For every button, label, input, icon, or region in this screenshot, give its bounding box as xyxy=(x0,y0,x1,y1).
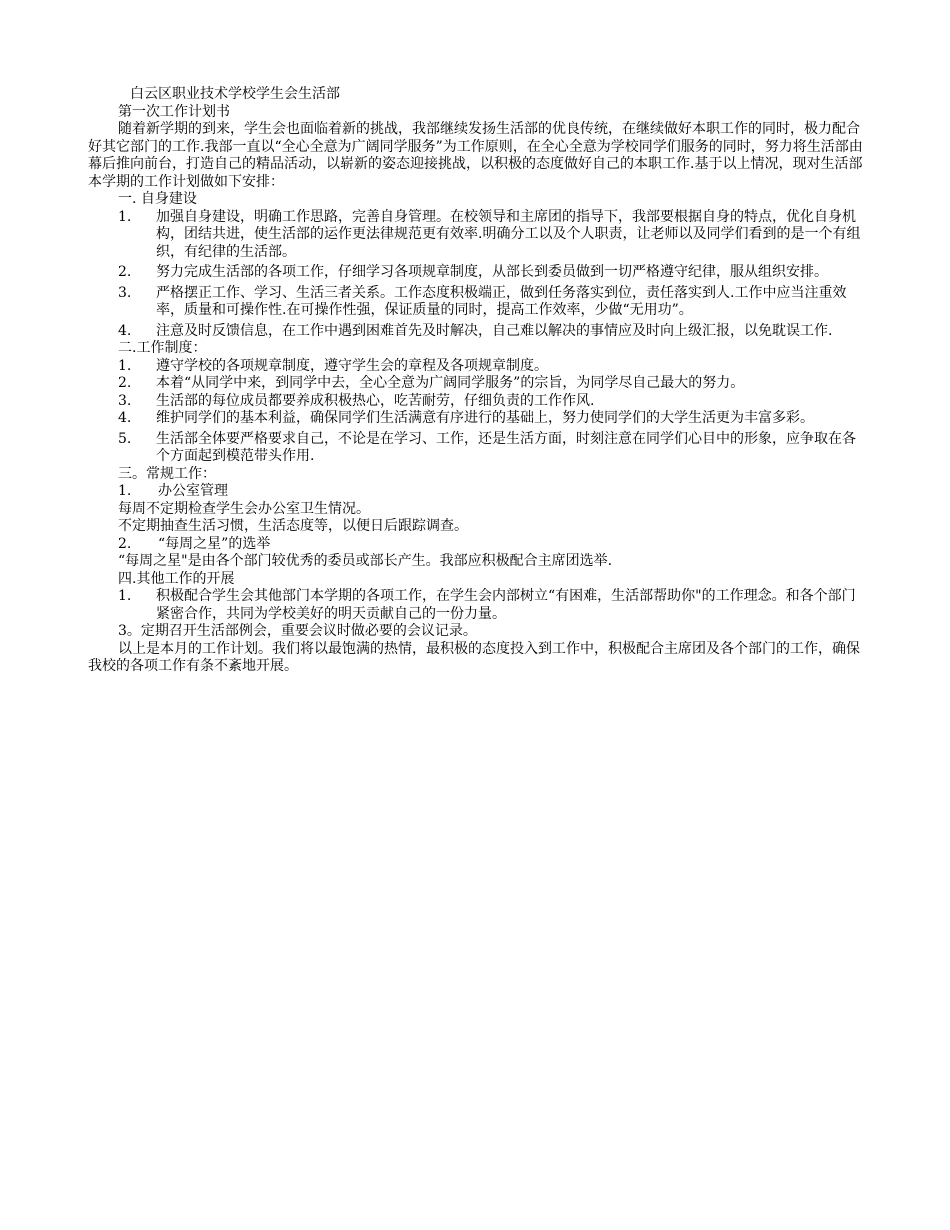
section2-item xyxy=(88,375,868,393)
item-text: 遵守学校的各项规章制度，遵守学生会的章程及各项规章制度。 xyxy=(156,357,548,374)
section2-item xyxy=(88,393,868,411)
section4-item xyxy=(88,588,868,623)
item-number: 4. xyxy=(118,322,132,339)
section3-line: 每周不定期检查学生会办公室卫生情况。 xyxy=(118,500,370,517)
item-text: 生活部全体要严格要求自己，不论是在学习、工作，还是生活方面，时刻注意在同学们心目中的形象，应争取在各个方面起到模范带头作用. xyxy=(156,430,856,464)
section2-item xyxy=(88,410,868,428)
item-text: 严格摆正工作、学习、生活三者关系。工作态度积极端正，做到任务落实到位，责任落实到人.工作中应当注重效率，质量和可操作性.在可操作性强，保证质量的同时，提高工作效率，少做“无用功”。 xyxy=(156,284,847,318)
item-number: 2. xyxy=(118,264,132,280)
item-number: 1. xyxy=(118,357,132,374)
section1-item xyxy=(88,264,868,282)
intro-paragraph: 随着新学期的到来，学生会也面临着新的挑战，我部继续发扬生活部的优良传统，在继续做好本职工作的同时，极力配合好其它部门的工作.我部一直以“全心全意为广阔同学服务”为工作原则，在全心全意为学校同学们服务的同时，努力将生活部由幕后推向前台，打造自己的精品活动，以崭新的姿态迎接挑战，以积极的态度做好自己的本职工作.基于以上情况，现对生活部本学期的工作计划做如下安排： xyxy=(88,121,863,190)
item-number: 4. xyxy=(118,410,132,426)
closing-paragraph: 以上是本月的工作计划。我们将以最饱满的热情，最积极的态度投入到工作中，积极配合主席团及各个部门的工作，确保我校的各项工作有条不紊地开展。 xyxy=(88,640,860,674)
section4-heading: 四.其他工作的开展 xyxy=(118,570,235,587)
section1-item xyxy=(88,285,868,320)
item-text: 努力完成生活部的各项工作，仔细学习各项规章制度，从部长到委员做到一切严格遵守纪律，服从组织安排。 xyxy=(156,264,828,280)
section3-line: 不定期抽查生活习惯，生活态度等，以便日后跟踪调查。 xyxy=(118,518,468,534)
document-body xyxy=(88,86,868,676)
document-title: 白云区职业技术学校学生会生活部 xyxy=(130,86,340,102)
section3-subheading xyxy=(88,536,868,554)
item-text: 本着“从同学中来，到同学中去，全心全意为广阔同学服务”的宗旨，为同学尽自己最大的努力。 xyxy=(156,375,745,391)
item-number: 1. xyxy=(118,588,132,604)
item-number: 1. xyxy=(118,483,132,499)
item-number: 1. xyxy=(118,208,132,225)
subheading-text: “每周之星”的选举 xyxy=(158,535,271,552)
item-text: 注意及时反馈信息，在工作中遇到困难首先及时解决，自己难以解决的事情应及时向上级汇报，以免耽误工作. xyxy=(156,322,833,339)
section2-item xyxy=(88,431,868,466)
section1-item xyxy=(88,209,868,262)
section1-heading: 一. 自身建设 xyxy=(118,191,197,207)
document-subtitle: 第一次工作计划书 xyxy=(118,103,230,120)
section3-line: “每周之星"是由各个部门较优秀的委员或部长产生。我部应积极配合主席团选举. xyxy=(118,553,613,569)
section2-heading: 二.工作制度： xyxy=(118,340,207,356)
item-text: 加强自身建设，明确工作思路，完善自身管理。在校领导和主席团的指导下，我部要根据自身的特点，优化自身机构，团结共进，使生活部的运作更法律规范更有效率.明确分工以及个人职责，让老师以及同学们看到的是一个有组织，有纪律的生活部。 xyxy=(156,208,861,260)
item-number: 3. xyxy=(118,284,132,301)
item-number: 2. xyxy=(118,375,132,391)
section3-subheading xyxy=(88,483,868,501)
item-number: 5. xyxy=(118,430,132,447)
section4-line: 3。定期召开生活部例会，重要会议时做必要的会议记录。 xyxy=(118,623,477,639)
subheading-text: 办公室管理 xyxy=(158,483,228,499)
item-number: 3. xyxy=(118,392,132,409)
item-text: 积极配合学生会其他部门本学期的各项工作，在学生会内部树立“有困难，生活部帮助你"的工作理念。和各个部门紧密合作，共同为学校美好的明天贡献自己的一份力量。 xyxy=(156,588,856,622)
item-text: 维护同学们的基本利益，确保同学们生活满意有序进行的基础上，努力使同学们的大学生活更为丰富多彩。 xyxy=(156,410,814,426)
section3-heading: 三。常规工作： xyxy=(118,465,216,482)
item-text: 生活部的每位成员都要养成积极热心，吃苦耐劳，仔细负责的工作作风. xyxy=(156,392,595,409)
section1-item xyxy=(88,323,868,341)
section2-item xyxy=(88,358,868,376)
item-number: 2. xyxy=(118,535,132,552)
